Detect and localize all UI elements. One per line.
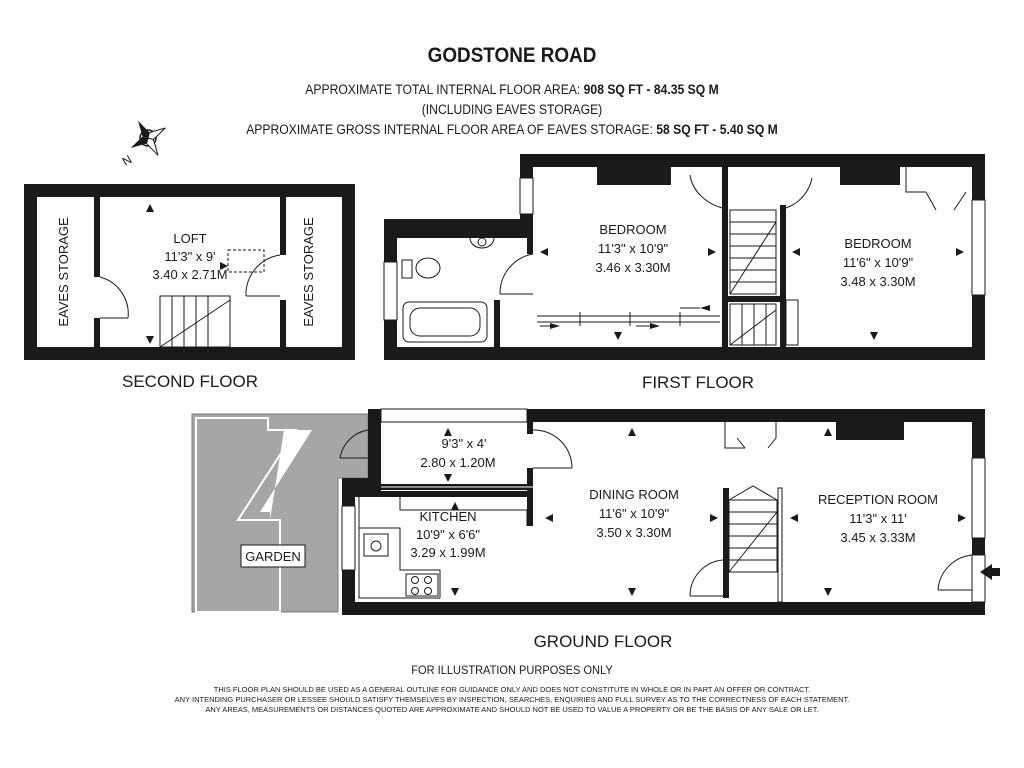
- loft-metric: 3.40 x 2.71M: [152, 267, 228, 282]
- eaves-storage-left-label: EAVES STORAGE: [56, 217, 71, 327]
- disclaimer-line-3: ANY AREAS, MEASUREMENTS OR DISTANCES QUOTED ARE APPROXIMATE AND SHOULD NOT BE USED TO VALUE A PROPERTY OR BE THE BASIS OF ANY SALE OR LET.: [205, 705, 819, 714]
- bedroom-1-imperial: 11'3" x 10'9": [597, 241, 669, 256]
- disclaimer-line-2: ANY INTENDING PURCHASER OR LESSEE SHOULD SATISFY THEMSELVES BY INSPECTION, SEARCHES, ENQUIRIES AND FULL SURVEY AS TO THE CORRECTNESS OF EACH STATEMENT.: [174, 695, 850, 704]
- eaves-included-note: (INCLUDING EAVES STORAGE): [421, 102, 603, 117]
- dining-room-metric: 3.50 x 3.30M: [596, 525, 672, 540]
- bedroom-1-name: BEDROOM: [599, 222, 667, 237]
- bedroom-2-metric: 3.48 x 3.30M: [840, 274, 916, 289]
- dining-room-imperial: 11'6" x 10'9": [598, 506, 670, 521]
- reception-room-imperial: 11'3" x 11': [849, 511, 907, 526]
- bedroom-2-imperial: 11'6" x 10'9": [842, 255, 914, 270]
- total-area-value: 908 SQ FT - 84.35 SQ M: [583, 82, 719, 97]
- store-metric: 2.80 x 1.20M: [420, 455, 496, 470]
- illustration-note: FOR ILLUSTRATION PURPOSES ONLY: [411, 663, 613, 677]
- second-floor-label: SECOND FLOOR: [121, 372, 259, 391]
- eaves-area-value: 58 SQ FT - 5.40 SQ M: [656, 122, 778, 137]
- reception-room-metric: 3.45 x 3.33M: [840, 530, 916, 545]
- store-imperial: 9'3" x 4': [441, 436, 487, 451]
- garden-label: GARDEN: [245, 549, 301, 564]
- eaves-area-prefix: APPROXIMATE GROSS INTERNAL FLOOR AREA OF EAVES STORAGE:: [246, 122, 653, 137]
- ground-floor-label: GROUND FLOOR: [533, 632, 673, 651]
- plan-title: GODSTONE ROAD: [427, 44, 597, 67]
- disclaimer-line-1: THIS FLOOR PLAN SHOULD BE USED AS A GENERAL OUTLINE FOR GUIDANCE ONLY AND DOES NOT CONSTITUTE IN WHOLE OR IN PART AN OFFER OR CONTRACT.: [213, 685, 811, 694]
- kitchen-name: KITCHEN: [419, 509, 477, 524]
- eaves-storage-right-label: EAVES STORAGE: [301, 217, 316, 327]
- compass-north-label: N: [119, 152, 135, 169]
- bedroom-1-metric: 3.46 x 3.30M: [595, 260, 671, 275]
- dining-room-name: DINING ROOM: [589, 487, 679, 502]
- first-floor-label: FIRST FLOOR: [641, 373, 755, 392]
- total-area-prefix: APPROXIMATE TOTAL INTERNAL FLOOR AREA:: [305, 82, 581, 97]
- bedroom-2-name: BEDROOM: [844, 236, 912, 251]
- loft-name: LOFT: [173, 231, 207, 246]
- kitchen-metric: 3.29 x 1.99M: [410, 545, 486, 560]
- kitchen-imperial: 10'9" x 6'6": [415, 527, 481, 542]
- reception-room-name: RECEPTION ROOM: [818, 492, 938, 507]
- disclaimer: [0, 685, 1024, 715]
- loft-imperial: 11'3" x 9': [164, 249, 216, 264]
